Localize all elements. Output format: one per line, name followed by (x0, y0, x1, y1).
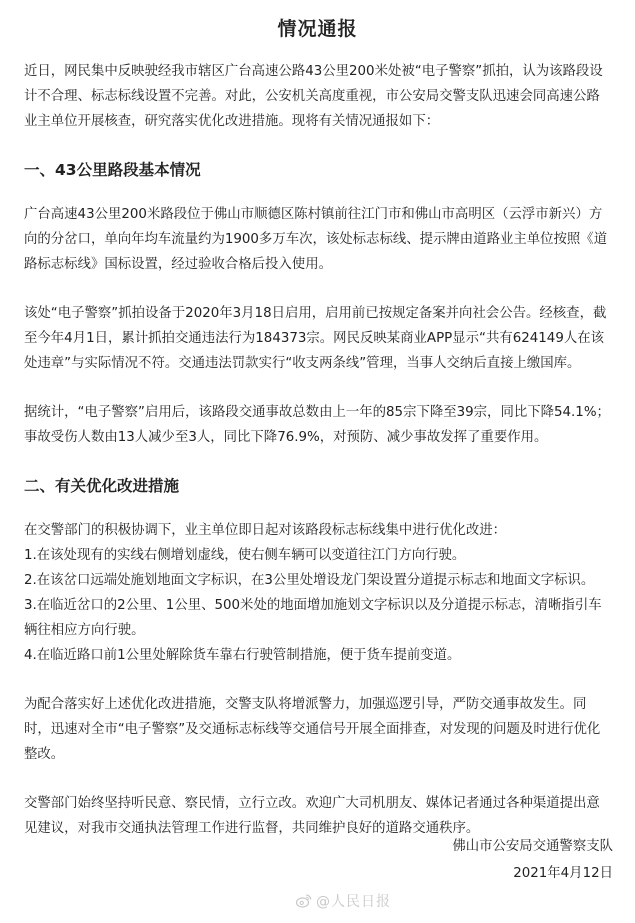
signature-date: 2021年4月12日 (513, 866, 613, 881)
section-1-paragraph-3: 据统计，“电子警察”启用后，该路段交通事故总数由上一年的85宗下降至39宗，同比下降54.1%；事故受伤人数由13人减少至3人，同比下降76.9%，对预防、减少事故发挥了重要作用。 (24, 405, 610, 445)
section-2-paragraph-3: 交警部门始终坚持听民意、察民情，立行立改。欢迎广大司机朋友、媒体记者通过各种渠道提出意见建议，对我市交通执法管理工作进行监督，共同维护良好的道路交通秩序。 (24, 796, 600, 836)
section-1-paragraph-1: 广台高速43公里200米路段位于佛山市顺德区陈村镇前往江门市和佛山市高明区（云浮市新兴）方向的分岔口，单向年均车流量约为1900多万车次，该处标志标线、提示牌由道路业主单位按照《道路标志标线》国标设置，经过验收合格后投入使用。 (24, 207, 608, 272)
signature-block (452, 833, 613, 887)
signature-org: 佛山市公安局交通警察支队 (452, 839, 613, 854)
section-2-paragraph-2: 为配合落实好上述优化改进措施，交警支队将增派警力，加强巡逻引导，严防交通事故发生。同时，迅速对全市“电子警察”及交通标志标线等交通信号开展全面排查，对发现的问题及时进行优化整改。 (24, 697, 601, 762)
intro-paragraph: 近日，网民集中反映驶经我市辖区广台高速公路43公里200米处被“电子警察”抓拍，认为该路段设计不合理、标志标线设置不完善。对此，公安机关高度重视，市公安局交警支队迅速会同高速公路业主单位开展核查，研究落实优化改进措施。现将有关情况通报如下： (24, 64, 603, 129)
page-title: 情况通报 (277, 18, 358, 40)
watermark (295, 891, 391, 911)
measure-item: 4.在临近路口前1公里处解除货车靠右行驶管制措施，便于货车提前变道。 (24, 648, 461, 663)
weibo-icon (295, 892, 313, 910)
measure-item: 1.在该处现有的实线右侧增划虚线，使右侧车辆可以变道往江门方向行驶。 (24, 548, 466, 563)
section-1-heading: 一、43公里路段基本情况 (24, 161, 201, 179)
measure-item: 2.在该岔口远端处施划地面文字标识，在3公里处增设龙门架设置分道提示标志和地面文字标识。 (24, 573, 595, 588)
measures-list (24, 518, 611, 668)
section-2-heading: 二、有关优化改进措施 (24, 477, 180, 495)
watermark-text: @人民日报 (316, 894, 391, 910)
measure-item: 3.在临近岔口的2公里、1公里、500米处的地面增加施划文字标识以及分道提示标志，清晰指引车辆往相应方向行驶。 (24, 598, 602, 638)
section-1-paragraph-2: 该处“电子警察”抓拍设备于2020年3月18日启用，启用前已按规定备案并向社会公告。经核查，截至今年4月1日，累计抓拍交通违法行为184373宗。网民反映某商业APP显示“共有624149人在该处违章”与实际情况不符。交通违法罚款实行“收支两条线”管理，当事人交纳后直接上缴国库。 (24, 306, 607, 371)
measures-lead: 在交警部门的积极协调下，业主单位即日起对该路段标志标线集中进行优化改进： (24, 523, 507, 538)
